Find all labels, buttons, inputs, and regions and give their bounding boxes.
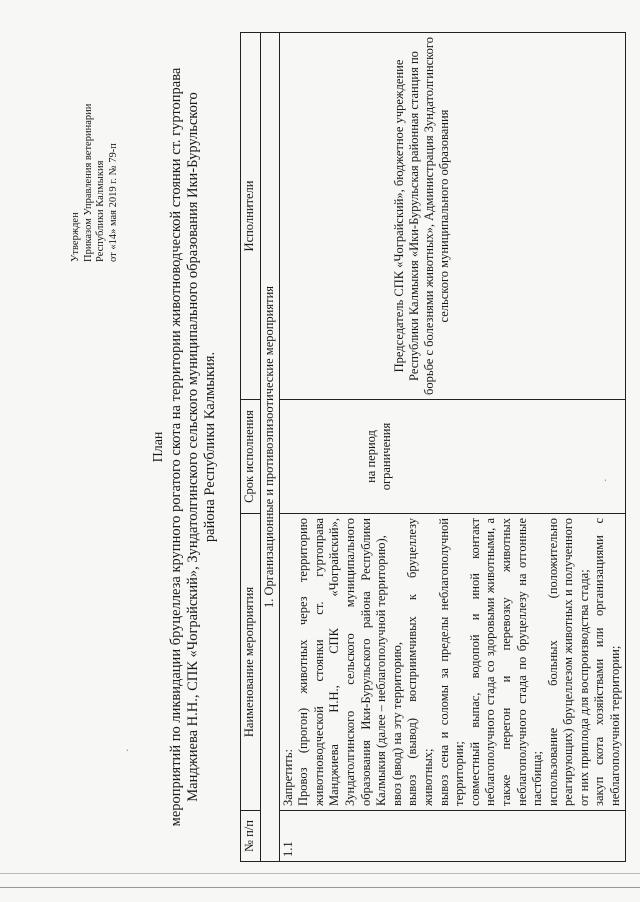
measure-item: совместный выпас, водопой и иной контакт неблагополучного стада со здоровыми животными, а также перегон и перевозку животных неблагополучного стада по бруцеллезу на отгонные пастбища; (467, 518, 545, 806)
measure-intro: Запретить: (280, 749, 295, 806)
measures-table (240, 32, 626, 862)
table-row (279, 33, 625, 862)
measure-item: вывоз сена и соломы за пределы неблагополучной территории; (436, 518, 467, 806)
title-heading: План (151, 431, 166, 463)
measure-cell (279, 514, 625, 811)
section-title: 1. Организационные и противоэпизоотические мероприятия (261, 33, 280, 862)
approval-line: Приказом Управления ветеринарии (82, 103, 94, 262)
header-name: Наименование мероприятия (241, 514, 261, 811)
scan-artifact-line (0, 873, 640, 874)
row-num: 1.1 (279, 811, 625, 862)
title-line: мероприятий по ликвидации бруцеллеза крупного рогатого скота на территории животноводческой стоянки ст. гуртоправа (168, 67, 184, 827)
header-num: № п/п (241, 811, 261, 862)
scan-speck: · (600, 478, 612, 482)
term-cell: на период ограничения (279, 400, 625, 514)
document-title (150, 32, 219, 862)
title-line: Манджиева Н.Н., СПК «Чограйский», Зундатолгинского сельского муниципального образования Ики-Бурульского (185, 92, 201, 802)
header-executor: Исполнители (241, 33, 261, 400)
header-term: Срок исполнения (241, 400, 261, 514)
approval-line: Республики Калмыкия (95, 160, 106, 262)
approval-date: от «14» мая 2019 г. № 79-п (107, 143, 119, 262)
measure-item: ввоз (ввод) на эту территорию, (389, 641, 404, 806)
section-row (261, 33, 280, 862)
measure-item: Провоз (прогон) животных через территорию животноводческой стоянки ст. гуртоправа Манджиева Н.Н., СПК «Чограйский», Зундатолгинского сельского муниципального образования Ики-Бурульского района Республики Калмыкия (далее – неблагополучной территорию), (296, 518, 389, 806)
executor-cell: Председатель СПК «Чограйский», бюджетное учреждение Республики Калмыкия «Ики-Бурульская районная станция по борьбе с болезнями животных», Администрация Зундатолгинского сельского муниципального образования (279, 33, 625, 400)
scan-speck: · (122, 748, 134, 752)
scan-artifact-line (0, 887, 640, 888)
table-header-row (241, 33, 261, 862)
measure-item: закуп скота хозяйствами или организациями с неблагополучной территории; (592, 518, 623, 806)
approval-stamp (70, 42, 120, 262)
measure-item: использование больных (положительно реагирующих) бруцеллезом животных и полученного от них приплода для воспроизводства стада; (545, 518, 591, 806)
measure-item: вывоз (вывод) восприимчивых к бруцеллезу животных; (405, 518, 435, 806)
approval-line: Утвержден (70, 212, 81, 262)
title-line: района Республики Калмыкия. (202, 351, 218, 543)
